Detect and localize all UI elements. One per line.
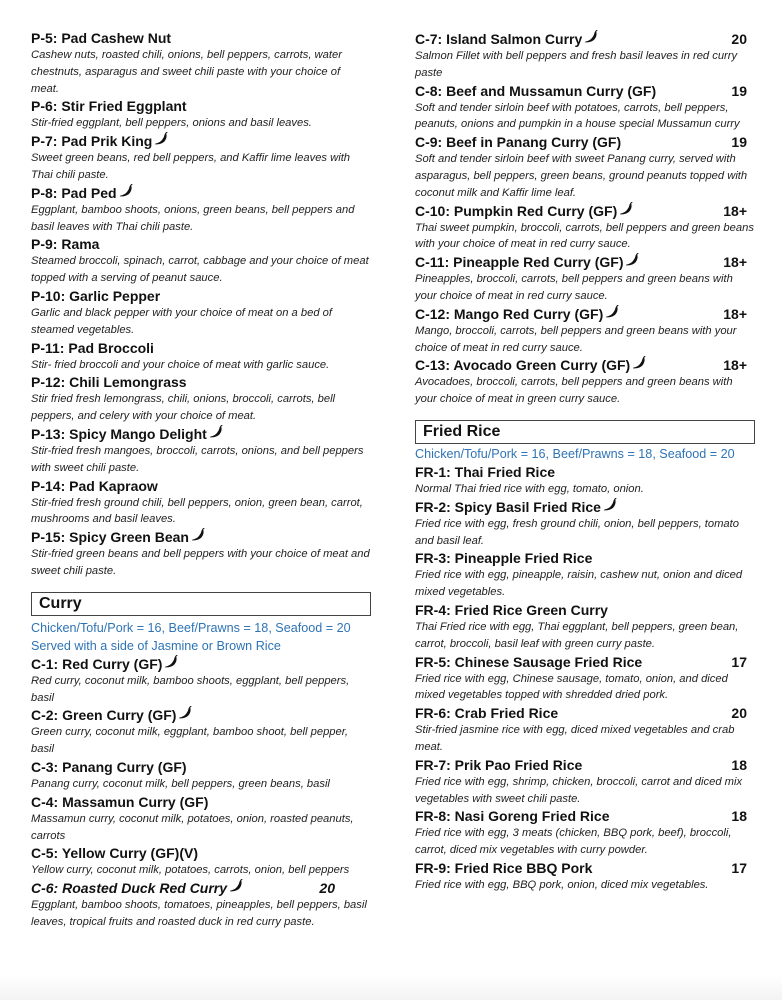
menu-item-title-row [415, 549, 755, 567]
menu-item-title-row [31, 528, 371, 546]
menu-item-title-row [31, 706, 371, 724]
menu-item-description: Mango, broccoli, carrots, bell peppers and green beans with your choice of meat in red curry sauce. [415, 324, 737, 354]
menu-item [31, 97, 371, 132]
menu-item-description: Thai Fried rice with egg, Thai eggplant, bell peppers, green bean, carrot, broccoli, basil leaf with green curry paste. [415, 620, 739, 650]
chili-pepper-icon [625, 253, 640, 267]
menu-item-price: 17 [731, 859, 747, 876]
menu-item [31, 235, 371, 287]
curry-price-note: Chicken/Tofu/Pork = 16, Beef/Prawns = 18, Seafood = 20 [31, 620, 351, 635]
menu-item [31, 758, 371, 793]
menu-item [31, 655, 371, 707]
menu-item-description: Green curry, coconut milk, eggplant, bamboo shoot, bell pepper, basil [31, 726, 348, 756]
menu-item-description: Eggplant, bamboo shoots, onions, green beans, bell peppers and basil leaves with Thai chili paste. [31, 203, 355, 233]
menu-item [415, 549, 755, 601]
menu-item-name: C-12: Mango Red Curry (GF) [415, 305, 604, 322]
menu-item-name: C-6: Roasted Duck Red Curry [31, 880, 228, 897]
menu-item-description: Fried rice with egg, shrimp, chicken, broccoli, carrot and diced mix vegetables with sweet chili paste. [415, 775, 743, 805]
menu-item-title-row [415, 601, 755, 619]
menu-item-price: 18+ [723, 305, 747, 322]
menu-item [31, 373, 371, 425]
menu-item-description: Panang curry, coconut milk, bell peppers, green beans, basil [31, 777, 330, 790]
menu-item-title-row [31, 844, 371, 862]
menu-item-name: FR-2: Spicy Basil Fried Rice [415, 498, 601, 515]
menu-item-name: P-6: Stir Fried Eggplant [31, 98, 187, 115]
menu-item-title-row [31, 184, 371, 202]
menu-item-title-row [31, 132, 371, 150]
menu-item-name: C-1: Red Curry (GF) [31, 655, 163, 672]
chili-pepper-icon [603, 498, 618, 512]
menu-item [415, 356, 755, 408]
menu-item-price: 18+ [723, 202, 747, 219]
menu-item-title-row [415, 498, 755, 516]
menu-item-description: Stir-fried fresh ground chili, bell peppers, onion, green bean, carrot, mushrooms and basil leaves. [31, 496, 363, 526]
menu-item-description: Soft and tender sirloin beef with potatoes, carrots, bell peppers, peanuts, onions and pumpkin in a house special Mussamun curry [415, 101, 740, 131]
menu-item-title-row [31, 477, 371, 495]
left-column [31, 29, 371, 931]
menu-item-title-row [31, 655, 371, 673]
menu-item [31, 184, 371, 236]
menu-item-description: Stir fried fresh lemongrass, chili, onions, broccoli, carrots, bell peppers, and celery with your choice of meat. [31, 393, 336, 423]
menu-item-title-row [415, 305, 755, 323]
chili-pepper-icon [584, 30, 599, 44]
menu-item [31, 528, 371, 580]
menu-item-price: 18+ [723, 357, 747, 374]
menu-item-description: Stir-fried eggplant, bell peppers, onions and basil leaves. [31, 117, 312, 130]
menu-item-title-row [415, 356, 755, 374]
menu-item-title-row [31, 287, 371, 305]
menu-item-description: Stir-fried jasmine rice with egg, diced mixed vegetables and crab meat. [415, 724, 735, 753]
menu-item-name: FR-5: Chinese Sausage Fried Rice [415, 653, 643, 670]
menu-item-name: FR-3: Pineapple Fried Rice [415, 550, 593, 567]
menu-item-name: FR-8: Nasi Goreng Fried Rice [415, 808, 610, 825]
chili-pepper-icon [229, 879, 244, 893]
items-top-left [31, 29, 371, 580]
menu-item-name: P-14: Pad Kapraow [31, 477, 158, 494]
menu-item-description: Stir- fried broccoli and your choice of meat with garlic sauce. [31, 358, 330, 371]
curry-section-title: Curry [39, 594, 82, 612]
menu-item-title-row [415, 704, 755, 722]
fried-rice-price-note: Chicken/Tofu/Pork = 16, Beef/Prawns = 18, Seafood = 20 [415, 446, 735, 461]
menu-item-description: Fried rice with egg, 3 meats (chicken, BBQ pork, beef), broccoli, carrot, diced mix vegetables with curry powder. [415, 827, 732, 857]
menu-item-name: FR-9: Fried Rice BBQ Pork [415, 859, 593, 876]
chili-pepper-icon [119, 184, 134, 198]
menu-item [415, 601, 755, 653]
menu-item-title-row [415, 653, 755, 671]
chili-pepper-icon [178, 706, 193, 720]
menu-item-name: C-4: Massamun Curry (GF) [31, 793, 209, 810]
menu-item-name: C-8: Beef and Mussamun Curry (GF) [415, 82, 657, 99]
menu-item-title-row [415, 463, 755, 481]
menu-item [415, 82, 755, 134]
menu-item-description: Steamed broccoli, spinach, carrot, cabbage and your choice of meat topped with a serving of peanut sauce. [31, 255, 369, 285]
menu-item-title-row [415, 82, 755, 100]
menu-item-price: 19 [731, 82, 747, 99]
curry-rice-note: Served with a side of Jasmine or Brown Rice [31, 638, 281, 653]
menu-item-price: 20 [319, 880, 335, 897]
menu-item-description: Salmon Fillet with bell peppers and fresh basil leaves in red curry paste [415, 50, 738, 79]
menu-item [31, 844, 371, 879]
menu-item [415, 30, 755, 82]
menu-item-description: Avocadoes, broccoli, carrots, bell peppers and green beans with your choice of meat in green curry sauce. [415, 376, 733, 406]
chili-pepper-icon [164, 655, 179, 669]
fried-rice-items [415, 463, 755, 894]
menu-item-title-row [415, 859, 755, 877]
menu-item-name: P-13: Spicy Mango Delight [31, 425, 207, 442]
menu-item-title-row [31, 235, 371, 253]
menu-item-name: FR-4: Fried Rice Green Curry [415, 601, 608, 618]
menu-item [415, 305, 755, 357]
menu-item [415, 704, 755, 756]
menu-item-title-row [31, 879, 371, 897]
menu-item [31, 425, 371, 477]
menu-item [415, 859, 755, 894]
menu-item [31, 879, 371, 931]
menu-item-title-row [415, 30, 755, 48]
menu-item-description: Garlic and black pepper with your choice of meat on a bed of steamed vegetables. [31, 306, 332, 336]
menu-item-name: C-2: Green Curry (GF) [31, 707, 177, 724]
menu-item-description: Normal Thai fried rice with egg, tomato, onion. [415, 482, 644, 495]
menu-item-title-row [415, 133, 755, 151]
menu-item [415, 756, 755, 808]
menu-item-name: P-9: Rama [31, 236, 100, 253]
menu-item-title-row [415, 807, 755, 825]
menu-item [415, 653, 755, 705]
menu-item-name: C-3: Panang Curry (GF) [31, 758, 187, 775]
chili-pepper-icon [605, 305, 620, 319]
menu-item-description: Fried rice with egg, pineapple, raisin, cashew nut, onion and diced mixed vegetables. [415, 569, 743, 599]
chili-pepper-icon [619, 202, 634, 216]
menu-item-description: Fried rice with egg, BBQ pork, onion, diced mix vegetables. [415, 878, 709, 891]
menu-item-title-row [31, 793, 371, 811]
menu-item [31, 287, 371, 339]
items-top-right [415, 30, 755, 408]
menu-item-name: C-5: Yellow Curry (GF)(V) [31, 845, 198, 862]
menu-item [415, 807, 755, 859]
menu-item-title-row [415, 756, 755, 774]
menu-item-title-row [31, 425, 371, 443]
curry-items [31, 655, 371, 931]
chili-pepper-icon [154, 132, 169, 146]
menu-item-price: 20 [731, 705, 747, 722]
menu-item-name: P-7: Pad Prik King [31, 133, 153, 150]
menu-item-name: C-10: Pumpkin Red Curry (GF) [415, 202, 618, 219]
menu-item-price: 18 [731, 808, 747, 825]
fried-rice-section-title: Fried Rice [423, 422, 501, 440]
menu-item-description: Massamun curry, coconut milk, potatoes, onion, roasted peanuts, carrots [31, 812, 354, 842]
menu-item-name: FR-7: Prik Pao Fried Rice [415, 756, 583, 773]
menu-item-name: P-11: Pad Broccoli [31, 339, 154, 356]
menu-item-price: 20 [731, 31, 747, 47]
menu-item-description: Sweet green beans, red bell peppers, and Kaffir lime leaves with Thai chili paste. [31, 152, 351, 181]
menu-item-description: Cashew nuts, roasted chili, onions, bell peppers, carrots, water chestnuts, asparagus and sweet chili paste with your choice of meat. [31, 49, 342, 95]
menu-item [415, 133, 755, 201]
menu-item-price: 17 [731, 653, 747, 670]
menu-item-title-row [31, 29, 371, 47]
menu-item-name: C-7: Island Salmon Curry [415, 31, 583, 47]
menu-item-description: Fried rice with egg, Chinese sausage, tomato, onion, and diced mixed vegetables topped with shredded dried pork. [415, 672, 728, 702]
menu-item-description: Red curry, coconut milk, bamboo shoots, eggplant, bell peppers, basil [31, 674, 350, 704]
menu-item-name: P-15: Spicy Green Bean [31, 529, 189, 546]
menu-item-name: P-12: Chili Lemongrass [31, 374, 187, 391]
chili-pepper-icon [191, 528, 206, 542]
menu-item-name: P-8: Pad Ped [31, 184, 117, 201]
menu-item-price: 18+ [723, 254, 747, 271]
menu-item [31, 29, 371, 97]
menu-item [415, 253, 755, 305]
menu-item [415, 202, 755, 254]
menu-item-title-row [31, 339, 371, 357]
menu-item-name: C-11: Pineapple Red Curry (GF) [415, 254, 624, 271]
menu-item-name: P-10: Garlic Pepper [31, 287, 161, 304]
menu-item [31, 477, 371, 529]
menu-item-description: Thai sweet pumpkin, broccoli, carrots, bell peppers and green beans with your choice of meat in red curry sauce. [415, 221, 754, 251]
right-column [415, 30, 755, 894]
menu-item-title-row [415, 253, 755, 271]
menu-item [31, 339, 371, 374]
menu-item-name: FR-6: Crab Fried Rice [415, 705, 559, 722]
menu-item-description: Pineapples, broccoli, carrots, bell peppers and green beans with your choice of meat in red curry sauce. [415, 273, 733, 302]
menu-item-description: Yellow curry, coconut milk, potatoes, carrots, onion, bell peppers [31, 864, 350, 877]
curry-section-header [31, 592, 371, 616]
menu-item-title-row [31, 97, 371, 115]
menu-item-price: 19 [731, 134, 747, 151]
menu-item [415, 463, 755, 498]
menu-item-name: FR-1: Thai Fried Rice [415, 463, 556, 480]
menu-item-description: Fried rice with egg, fresh ground chili, onion, bell peppers, tomato and basil leaf. [415, 517, 739, 547]
menu-item-title-row [31, 758, 371, 776]
menu-item-title-row [415, 202, 755, 220]
menu-item-name: C-9: Beef in Panang Curry (GF) [415, 134, 622, 151]
menu-item-title-row [31, 373, 371, 391]
fried-rice-section-header [415, 420, 755, 444]
menu-item [31, 793, 371, 845]
chili-pepper-icon [209, 425, 224, 439]
menu-item-description: Stir-fried green beans and bell peppers with your choice of meat and sweet chili paste. [31, 548, 370, 577]
menu-item-name: P-5: Pad Cashew Nut [31, 30, 172, 46]
menu-item-name: C-13: Avocado Green Curry (GF) [415, 357, 631, 374]
menu-item-description: Stir-fried fresh mangoes, broccoli, carrots, onions, and bell peppers with sweet chili paste. [31, 444, 364, 474]
menu-item [415, 498, 755, 550]
menu-item-price: 18 [731, 756, 747, 773]
menu-item-description: Eggplant, bamboo shoots, tomatoes, pineapples, bell peppers, basil leaves, tropical fruits and roasted duck in red curry paste. [31, 899, 367, 928]
menu-item [31, 132, 371, 184]
menu-item-description: Soft and tender sirloin beef with sweet Panang curry, served with asparagus, bell peppers, green beans, ground peanuts topped with coconut milk and Kaffir lime leaf. [415, 153, 748, 199]
menu-item [31, 706, 371, 758]
chili-pepper-icon [632, 356, 647, 370]
